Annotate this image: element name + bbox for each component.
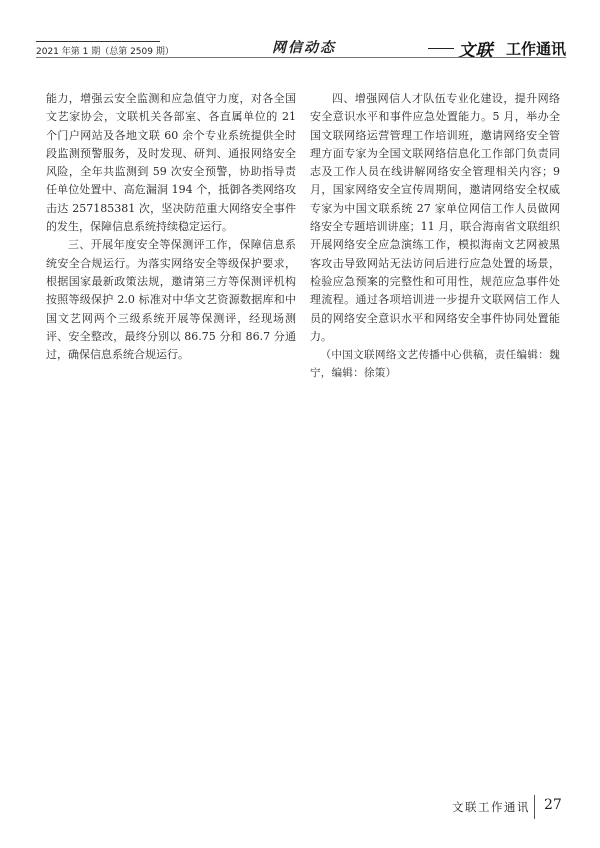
- page-header: [0, 0, 600, 60]
- article-credit: （中国文联网络文艺传播中心供稿，责任编辑：魏宁，编辑：徐策）: [310, 349, 560, 380]
- footer-title: 文联工作通讯: [452, 800, 530, 814]
- footer-divider: [534, 795, 535, 819]
- paragraph: 能力，增强云安全监测和应急值守力度，对各全国文艺家协会，文联机关各部室、各直属单位的 21 个门户网站及各地文联 60 余个专业系统提供全时段监测预警服务，及时发现、研判、通报网络安全风险，全年共监测到 59 次安全预警，协助指导责任单位处置中、高危漏洞 194 个，抵御各类网络攻击达 257185381 次，坚决防范重大网络安全事件的发生，保障信息系统持续稳定运行。: [46, 92, 296, 234]
- issue-number: 2021 年第 1 期（总第 2509 期）: [36, 47, 174, 57]
- section-title: 网信动态: [272, 40, 336, 56]
- header-rule-left: [36, 41, 160, 42]
- page-number: 27: [544, 797, 562, 813]
- brand-logo: 文联: [458, 41, 493, 61]
- brand-subtitle: 工作通讯: [506, 40, 567, 58]
- right-column: [310, 90, 560, 383]
- paragraph: 四、增强网信人才队伍专业化建设，提升网络安全意识水平和事件应急处置能力。5 月，举办全国文联网络运营管理工作培训班，邀请网络安全管理方面专家为全国文联网络信息化工作部门负责同志及工作人员在线讲解网络安全管理相关内容；9 月，国家网络安全宣传周期间，邀请网络安全权威专家为中国文联系统 27 家单位网信工作人员做网络安全专题培训讲座；11 月，联合海南省文联组织开展网络安全应急演练工作，模拟海南文艺网被黑客攻击导致网站无法访问后进行应急处置的场景，检验应急预案的完整性和可用性，规范应急事件处理流程。通过各项培训进一步提升文联网信工作人员的网络安全意识水平和网络安全事件协同处置能力。: [310, 92, 560, 343]
- left-column: [46, 90, 296, 364]
- brand-dash: [428, 48, 454, 49]
- header-rule: [36, 57, 566, 58]
- paragraph: 三、开展年度安全等保测评工作，保障信息系统安全合规运行。为落实网络安全等级保护要求，根据国家最新政策法规，邀请第三方等保测评机构按照等级保护 2.0 标准对中华文艺资源数据库和中国文艺网两个三级系统开展等保测评，经现场测评、安全整改，最终分别以 86.75 分和 86.7 分通过，确保信息系统合规运行。: [46, 238, 296, 362]
